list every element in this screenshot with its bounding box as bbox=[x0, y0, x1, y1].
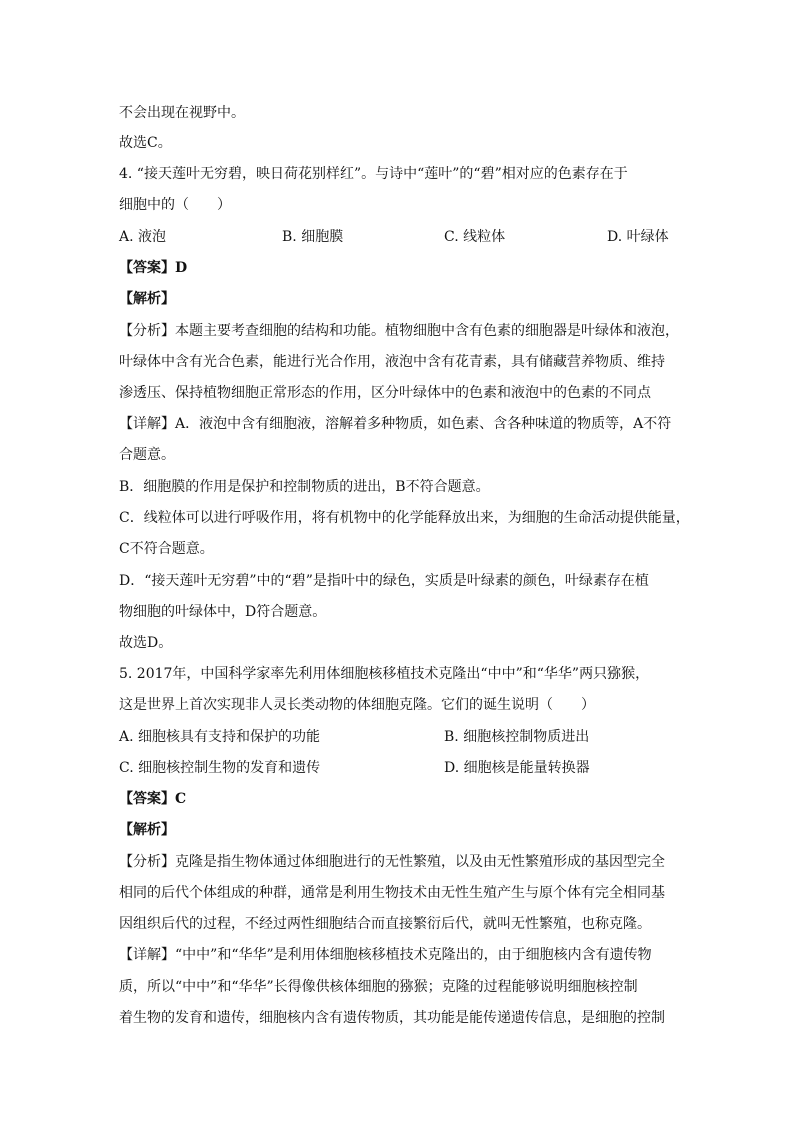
question-5-stem: 这是世界上首次实现非人灵长类动物的体细胞克隆。它们的诞生说明（ ） bbox=[119, 697, 595, 713]
text-line: 不会出现在视野中。 bbox=[119, 105, 245, 121]
text-line: 【详解】A．液泡中含有细胞液，溶解着多种物质，如色素、含各种味道的物质等，A不符 bbox=[119, 416, 672, 432]
text-line: 相同的后代个体组成的种群，通常是利用生物技术由无性生殖产生与原个体有完全相同基 bbox=[119, 885, 665, 901]
answer-label: 【答案】C bbox=[119, 791, 187, 807]
q4-option-c: C. 线粒体 bbox=[444, 229, 506, 245]
text-line: 【详解】“中中”和“华华”是利用体细胞核移植技术克隆出的，由于细胞核内含有遗传物 bbox=[119, 947, 652, 963]
q5-option-b: B. 细胞核控制物质进出 bbox=[444, 729, 590, 745]
q5-option-d: D. 细胞核是能量转换器 bbox=[444, 760, 590, 776]
text-line: 叶绿体中含有光合色素，能进行光合作用，液泡中含有花青素，具有储藏营养物质、维持 bbox=[119, 354, 665, 370]
q4-option-b: B. 细胞膜 bbox=[282, 229, 344, 245]
question-5-stem: 5. 2017年，中国科学家率先利用体细胞核移植技术克隆出“中中”和“华华”两只猕猴， bbox=[119, 666, 650, 682]
text-line: 故选C。 bbox=[119, 135, 172, 151]
text-line: D．“接天莲叶无穷碧”中的“碧”是指叶中的绿色，实质是叶绿素的颜色，叶绿素存在植 bbox=[119, 573, 649, 589]
q4-option-d: D. 叶绿体 bbox=[607, 229, 669, 245]
text-line: 故选D。 bbox=[119, 635, 173, 651]
text-line: 合题意。 bbox=[119, 447, 175, 463]
text-line: C不符合题意。 bbox=[119, 541, 214, 557]
text-line: B．细胞膜的作用是保护和控制物质的进出，B不符合题意。 bbox=[119, 479, 490, 495]
text-line: 着生物的发育和遗传，细胞核内含有遗传物质，其功能是能传递遗传信息，是细胞的控制 bbox=[119, 1010, 665, 1026]
text-line: 渗透压、保持植物细胞正常形态的作用，区分叶绿体中的色素和液泡中的色素的不同点 bbox=[119, 385, 651, 401]
q5-option-a: A. 细胞核具有支持和保护的功能 bbox=[119, 729, 321, 745]
q4-option-a: A. 液泡 bbox=[119, 229, 167, 245]
text-line: 质，所以“中中”和“华华”长得像供核体细胞的猕猴；克隆的过程能够说明细胞核控制 bbox=[119, 979, 638, 995]
answer-label: 【答案】D bbox=[119, 260, 188, 276]
text-line: 【分析】克隆是指生物体通过体细胞进行的无性繁殖，以及由无性繁殖形成的基因型完全 bbox=[119, 854, 665, 870]
text-line: 物细胞的叶绿体中，D符合题意。 bbox=[119, 604, 327, 620]
analysis-label: 【解析】 bbox=[119, 822, 175, 838]
text-line: 【分析】本题主要考查细胞的结构和功能。植物细胞中含有色素的细胞器是叶绿体和液泡， bbox=[119, 323, 679, 339]
text-line: C．线粒体可以进行呼吸作用，将有机物中的化学能释放出来，为细胞的生命活动提供能量， bbox=[119, 510, 690, 526]
analysis-label: 【解析】 bbox=[119, 291, 175, 307]
question-4-stem: 细胞中的（ ） bbox=[119, 197, 231, 213]
q5-option-c: C. 细胞核控制生物的发育和遗传 bbox=[119, 760, 321, 776]
question-4-stem: 4. “接天莲叶无穷碧，映日荷花别样红”。与诗中“莲叶”的“碧”相对应的色素存在于 bbox=[119, 166, 628, 182]
text-line: 因组织后代的过程，不经过两性细胞结合而直接繁衍后代，就叫无性繁殖，也称克隆。 bbox=[119, 916, 651, 932]
